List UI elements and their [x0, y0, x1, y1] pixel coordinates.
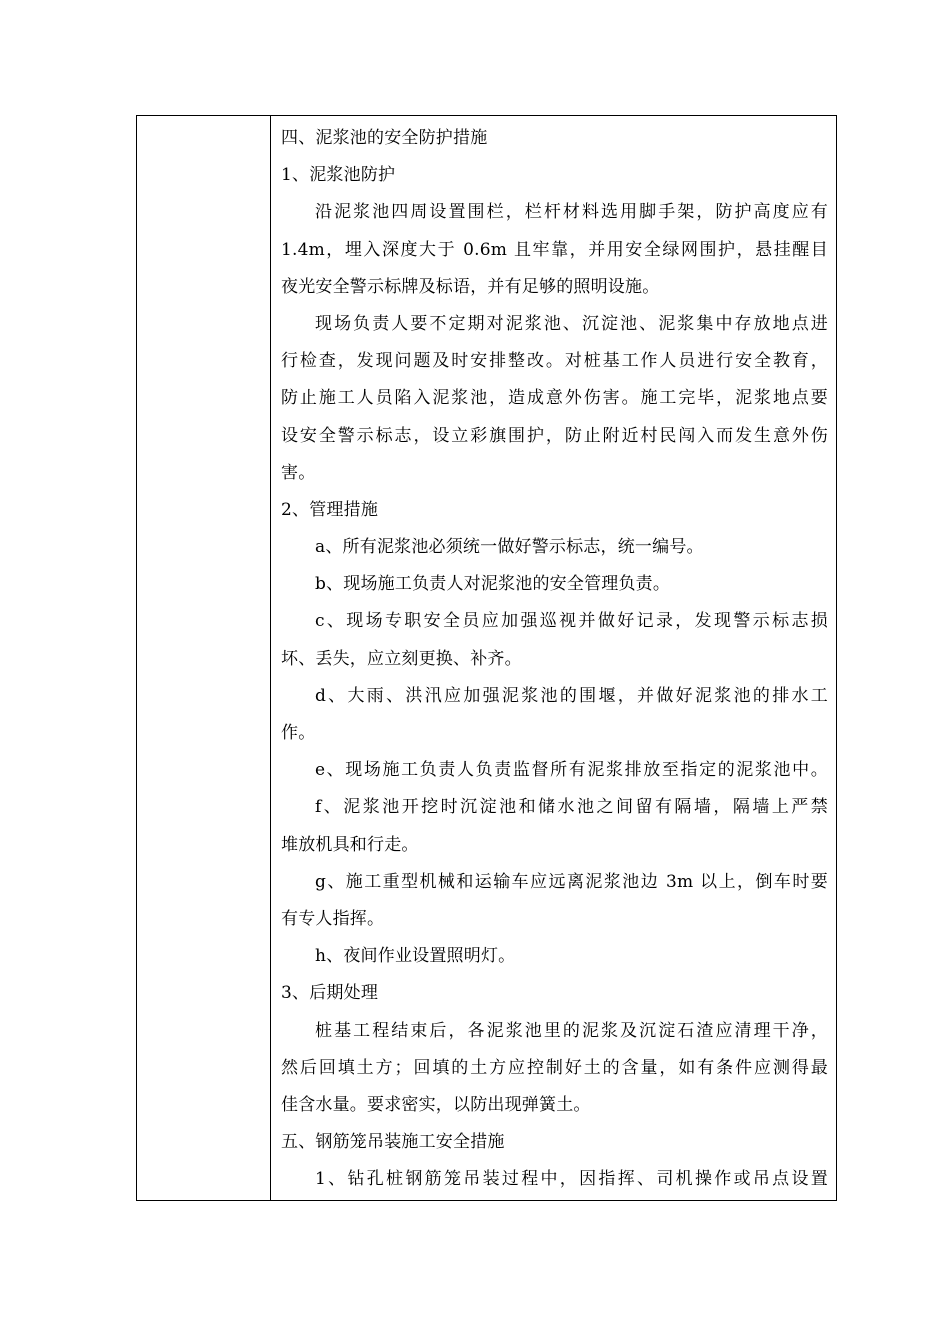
text-line: f、泥浆池开挖时沉淀池和储水池之间留有隔墙，隔墙上严禁	[315, 797, 828, 818]
text-line: 五、钢筋笼吊装施工安全措施	[281, 1132, 505, 1153]
text-line: 堆放机具和行走。	[281, 834, 419, 855]
text-line: 1、钻孔桩钢筋笼吊装过程中，因指挥、司机操作或吊点设置	[315, 1169, 828, 1190]
text-line: e、现场施工负责人负责监督所有泥浆排放至指定的泥浆池中。	[315, 760, 828, 781]
content-column	[272, 116, 836, 1200]
text-line: 防止施工人员陷入泥浆池，造成意外伤害。施工完毕，泥浆地点要	[281, 388, 828, 409]
text-line: c、现场专职安全员应加强巡视并做好记录，发现警示标志损	[315, 611, 828, 632]
text-line: 四、泥浆池的安全防护措施	[281, 128, 488, 148]
document-table	[136, 115, 837, 1201]
text-line: d、大雨、洪汛应加强泥浆池的围堰，并做好泥浆池的排水工	[315, 685, 828, 706]
text-line: 1.4m，埋入深度大于 0.6m 且牢靠，并用安全绿网围护，悬挂醒目	[281, 239, 828, 260]
left-label-column	[137, 116, 271, 1200]
text-line: 有专人指挥。	[281, 908, 385, 929]
text-line: 害。	[281, 462, 316, 483]
text-line: 设安全警示标志，设立彩旗围护，防止附近村民闯入而发生意外伤	[281, 425, 828, 446]
text-line: 作。	[281, 723, 316, 743]
text-line: h、夜间作业设置照明灯。	[315, 946, 516, 967]
text-line: 夜光安全警示标牌及标语，并有足够的照明设施。	[281, 276, 660, 297]
text-line: 行检查，发现问题及时安排整改。对桩基工作人员进行安全教育，	[281, 351, 828, 372]
text-line: a、所有泥浆池必须统一做好警示标志，统一编号。	[315, 537, 704, 558]
text-line: 桩基工程结束后，各泥浆池里的泥浆及沉淀石渣应清理干净，	[315, 1020, 828, 1041]
text-line: 然后回填土方；回填的土方应控制好土的含量，如有条件应测得最	[281, 1057, 828, 1078]
text-line: 沿泥浆池四周设置围栏，栏杆材料选用脚手架，防护高度应有	[315, 202, 828, 223]
text-line: 佳含水量。要求密实，以防出现弹簧土。	[281, 1094, 591, 1115]
text-line: b、现场施工负责人对泥浆池的安全管理负责。	[315, 574, 671, 595]
text-line: 1、泥浆池防护	[281, 165, 396, 186]
text-line: 坏、丢失，应立刻更换、补齐。	[281, 648, 522, 669]
text-line: 3、后期处理	[281, 983, 379, 1004]
text-line: 现场负责人要不定期对泥浆池、沉淀池、泥浆集中存放地点进	[315, 313, 828, 334]
text-line: g、施工重型机械和运输车应远离泥浆池边 3m 以上，倒车时要	[315, 871, 828, 892]
text-line: 2、管理措施	[281, 499, 379, 520]
